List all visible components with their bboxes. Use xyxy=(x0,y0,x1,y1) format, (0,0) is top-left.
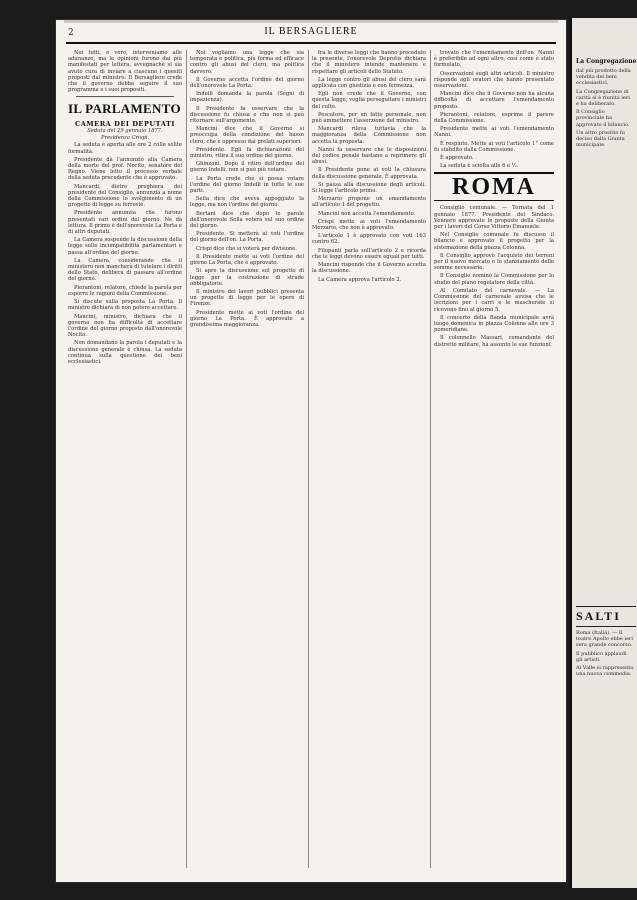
newspaper-page xyxy=(56,20,566,882)
paragraph: Ghinzoni. Dopo il ritiro dell'ordine del giorno Indelli, non si può più votare. xyxy=(190,161,304,174)
paragraph: La Congregazione di carità si è riunita ieri e ha deliberato. xyxy=(576,88,630,108)
paragraph: Mancini risponde che il Governo accetta la discussione. xyxy=(312,262,426,275)
paragraph: Si apre la discussione sul progetto di legge per la costruzione di strade obbligatorie. xyxy=(190,268,304,287)
paragraph: È approvato. xyxy=(440,155,474,162)
section-title-roma: ROMA xyxy=(434,172,554,201)
paragraph: Il ministro dei lavori pubblici presenta un progetto di legge per le opere di Firenze. xyxy=(190,288,304,308)
paragraph: La Camera approva l'articolo 2. xyxy=(318,276,402,283)
column-divider xyxy=(186,50,187,868)
paragraph: Crispi dice che si voterà per divisione. xyxy=(196,245,297,252)
column-4 xyxy=(434,50,554,868)
paragraph: Si discute sulla proposta La Porta. Il ministro dichiara di non potere accettare. xyxy=(68,299,182,312)
header-rule xyxy=(66,42,556,44)
paragraph: Pescatore, per un fatto personale, non può ammettere l'asserzione del ministro. xyxy=(312,111,426,125)
edge-text-block-2 xyxy=(576,630,634,900)
paragraph: Filopanti parla sull'articolo 2 e ricorda che le leggi devono essere eguali per tutti. xyxy=(312,247,426,260)
column-divider xyxy=(308,50,309,868)
paragraph: fra le diverse leggi che hanno preceduto la presente, l'onorevole Depretis dichiara che il ministero intende mantenere e rispettare gli articoli dello Statuto. xyxy=(312,50,426,75)
adjacent-page-edge xyxy=(570,18,637,888)
paragraph: Presidente annunzia che furono presentati vari ordini del giorno. Ne dà lettura. Il primo è dell'onorevole La Porta e di altri deputati. xyxy=(68,210,182,236)
edge-heading: La Congregazione xyxy=(576,58,637,65)
paragraph: Egli non crede che il Governo, con questa legge, voglia perseguitare i ministri del culto. xyxy=(312,91,426,110)
paragraph: Mancardi rileva tuttavia che la maggioranza della Commissione non accetta la proposta. xyxy=(312,126,426,145)
paragraph: Bertani dice che dopo le parole dell'onorevole Sella voterà sul suo ordine del giorno. xyxy=(190,210,304,230)
paragraph: Il Presidente mette ai voti l'ordine del giorno La Porta, che è approvato. xyxy=(190,253,304,267)
paragraph: Al Valle si rappresenta una nuova commedia. xyxy=(576,665,634,678)
paragraph: dal più prodotto della vendita dei beni ecclesiastici. xyxy=(576,68,631,87)
paragraph: Nanni fa osservare che le disposizioni del codice penale bastano a reprimere gli abusi. xyxy=(312,146,426,166)
paragraph: Il colonnello Massari, comandante del distretto militare, ha assunto le sue funzioni. xyxy=(434,335,554,348)
paragraph: Merzario propone un emendamento all'articolo 1 del progetto. xyxy=(312,196,426,209)
session-date: Seduta del 29 gennaio 1877. xyxy=(87,128,163,135)
paragraph: L'articolo 1 è approvato con voti 163 contro 62. xyxy=(312,233,426,246)
paragraph: Seila dice che aveva appoggiato la legge, ma non l'ordine del giorno. xyxy=(190,196,304,209)
paragraph: Presidente mette ai voti l'ordine del giorno La Porta. È approvato a grandissima maggioranza. xyxy=(190,309,304,328)
paragraph: Nel Consiglio comunale fu discusso il bilancio e approvato il progetto per la sistemazione della piazza Colonna. xyxy=(434,232,554,251)
paragraph: Il Consiglio provinciale ha approvato il bilancio. xyxy=(576,109,630,128)
paragraph: Osservazioni sugli altri articoli. Il ministro risponde agli oratori che hanno presentato osservazioni. xyxy=(434,70,554,90)
paragraph: Mancini dice che il Governo si preoccupa della condizione del basso clero, che è oppresso dai prelati superiori. xyxy=(190,126,304,145)
paragraph: Si passa alla discussione degli articoli. Si legge l'articolo primo. xyxy=(312,181,426,195)
paragraph: Mancini dice che il Governo non ha alcuna difficoltà di accettare l'emendamento proposto. xyxy=(434,91,554,110)
paragraph: Il concerto della Banda municipale avrà luogo domenica in piazza Colonna alle ore 3 pomeridiane. xyxy=(434,314,554,334)
paragraph: Mancardi, dietro preghiera dei presidente del Consiglio, annunzia a nome della Commissione lo svolgimento di un progetto di legge su ferrovie. xyxy=(68,183,182,209)
column-divider xyxy=(430,50,431,868)
paragraph: Crispi mette ai voti l'emendamento Merzario, che non è approvato. xyxy=(312,218,426,232)
paragraph: trovato che l'emendamento dell'on. Nanni è preferibile ad ogni altro, così come è stato formulato. xyxy=(434,50,554,69)
divider xyxy=(76,96,174,97)
paragraph: Mancini, ministro, dichiara che il governo non ha difficoltà di accettare l'ordine del giorno proposto dall'onorevole Nocito. xyxy=(68,313,182,339)
paragraph: Presidente. Si metterà ai voti l'ordine del giorno dell'on. La Porta. xyxy=(190,231,304,244)
torn-top-edge xyxy=(64,20,558,23)
paragraph: È respinto. Mette ai voti l'articolo 1° come fu stabilito dalla Commissione. xyxy=(434,140,554,153)
paragraph: La legge contro gli abusi del clero sarà applicata con giustizia e con fermezza. xyxy=(312,76,426,90)
paragraph: Il Presidente pone ai voti la chiusura della discussione generale. È approvata. xyxy=(312,167,426,180)
paragraph: Il Governo accetta l'ordine del giorno dell'onorevole La Porta. xyxy=(190,76,304,90)
masthead: IL BERSAGLIERE xyxy=(264,26,358,37)
section-title-salti: SALTI xyxy=(576,606,636,627)
paragraph: La Porta crede che si possa votare l'ordine del giorno Indelli in tutte le sue parti. xyxy=(190,175,304,195)
paragraph: Non domandano la parola i deputati e la discussione generale è chiusa. La seduta continua sulla questione dei beni ecclesiastici. xyxy=(68,340,182,365)
paragraph: Mancini non accetta l'emendamento. xyxy=(318,210,416,217)
paragraph: La Camera sospende la discussione della legge sulle incompatibilità parlamentari e passa all'ordine del giorno. xyxy=(68,237,182,256)
paragraph: Il Presidente fa osservare che la discussione fu chiusa e che non si può ritornare sull'argomento. xyxy=(190,105,304,125)
paragraph: Il Consiglio approvò l'acquisto dei terreni per il nuovo mercato e lo stanziamento delle somme necessarie. xyxy=(434,252,554,272)
paragraph: Consiglio comunale. — Tornata del 1 gennaio 1877. Presidente del Sindaco. Vennero approvate le proposte della Giunta per i lavori del Corso Vittorio Emanuele. xyxy=(434,205,554,231)
intro-paragraph: Noi tutti, è vero, interveniamo alle adunanze, ma le opinioni furono dai più manifestati per lettera, avvegnachè si sia avuto cura di inviare a ciascuno i quesiti proposti dal ministro. Il Bersagliere crede che il governo debba seguire il suo programma e i suoi propositi. xyxy=(68,50,182,94)
paragraph: La seduta è aperta alle ore 2 colle solite formalità. xyxy=(68,142,182,155)
paragraph: Un altro prestito fu deciso dalla Giunta municipale. xyxy=(576,129,626,149)
paragraph: Presidente mette ai voti l'emendamento Nanni. xyxy=(434,126,554,139)
section-title-parlamento: IL PARLAMENTO xyxy=(68,101,181,117)
session-president: Presidenza Crispi. xyxy=(101,135,149,142)
paragraph: Presidente dà l'annunzio alla Camera della morte del prof. Nocito, senatore del Regno. Viene letto il processo verbale della seduta precedente che è approvato. xyxy=(68,156,182,182)
edge-text-block xyxy=(576,68,634,588)
page-number: 2 xyxy=(68,28,74,38)
paragraph: Roma (Italia). — Il teatro Apollo ebbe ieri sera grande concorso. xyxy=(576,630,634,649)
paragraph: Pierantoni, relatore, chiede la parola per esporre le ragioni della Commissione. xyxy=(68,284,182,297)
column-2 xyxy=(190,50,304,868)
column-3 xyxy=(312,50,426,868)
paragraph: Noi vogliamo una legge che sia temperata e politica, più forma ed efficace contro gli abusi del clero, ma politica davvero. xyxy=(190,50,304,75)
paragraph: Il pubblico applaudì gli artisti. xyxy=(576,650,627,663)
paragraph: Presidente. Egli fa dichiarazioni del ministro, ritira il suo ordine del giorno. xyxy=(190,146,304,160)
paragraph: Indelli domanda la parola (Segni di impazienza). xyxy=(190,91,304,104)
paragraph: Pierantoni, relatore, esprime il parere della Commissione. xyxy=(434,111,554,125)
paragraph: Al Comitato del carnevale. — La Commissione del carnevale avvisa che le iscrizioni per i carri e le mascherate si ricevono fino al giorno 5. xyxy=(434,287,554,313)
paragraph: La Camera, considerando che il ministero non mancherà di tutelare i diritti dello Stato, delibera di passare all'ordine del giorno. xyxy=(68,257,182,283)
column-1 xyxy=(68,50,182,868)
chamber-title: CAMERA DEI DEPUTATI xyxy=(75,120,175,129)
paragraph: Il Consiglio nominò la Commissione per lo studio del piano regolatore della città. xyxy=(434,273,554,286)
paragraph: La seduta è sciolta alle 6 e ½. xyxy=(440,163,519,170)
